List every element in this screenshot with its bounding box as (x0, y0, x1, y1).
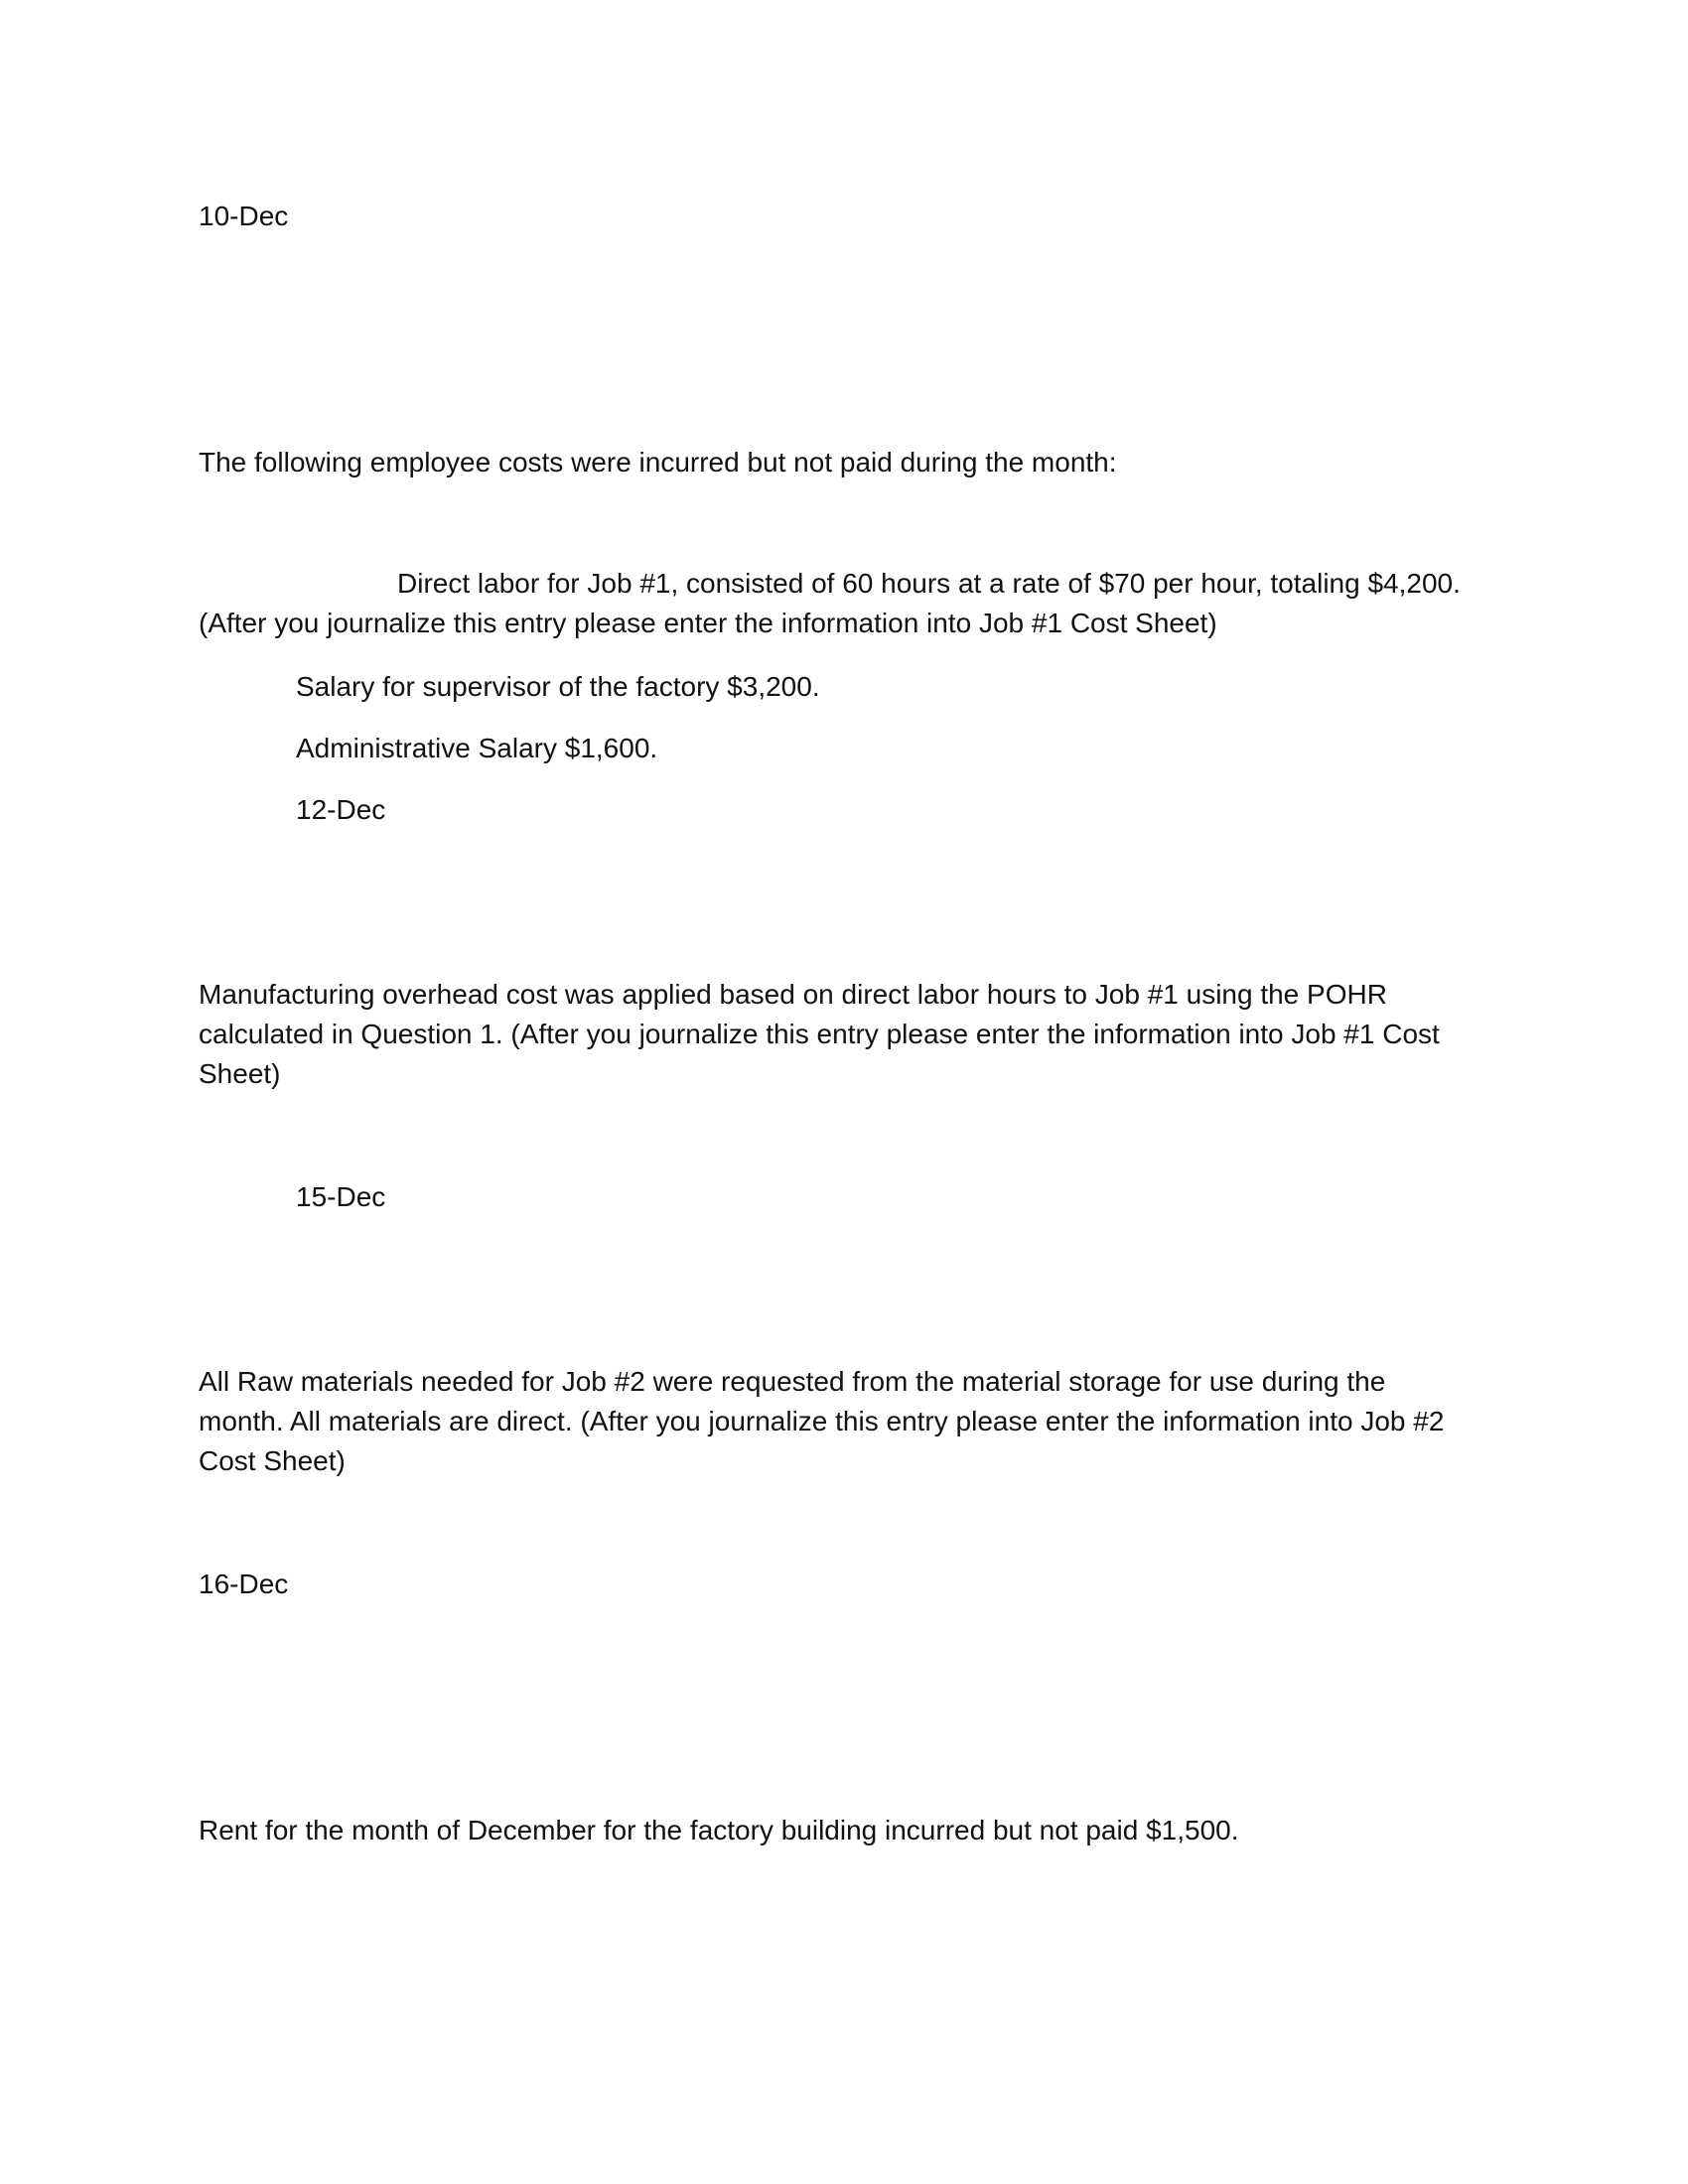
date-dec-16: 16-Dec (199, 1569, 289, 1599)
direct-labor-line-1: Direct labor for Job #1, consisted of 60 hours at a rate of $70 per hour, totaling $4,200. (397, 568, 1461, 599)
overhead-line-2: calculated in Question 1. (After you journalize this entry please enter the information into Job #1 Cost (199, 1019, 1440, 1049)
date-dec-10: 10-Dec (199, 201, 289, 231)
overhead-line-1: Manufacturing overhead cost was applied based on direct labor hours to Job #1 using the POHR (199, 979, 1387, 1010)
overhead-paragraph (199, 975, 1519, 1094)
raw-materials-line-3: Cost Sheet) (199, 1445, 346, 1476)
date-dec-12: 12-Dec (296, 794, 386, 825)
employee-costs-intro: The following employee costs were incurred but not paid during the month: (199, 447, 1117, 478)
direct-labor-line-2: (After you journalize this entry please enter the information into Job #1 Cost Sheet) (199, 608, 1217, 638)
raw-materials-line-1: All Raw materials needed for Job #2 were requested from the material storage for use during the (199, 1366, 1386, 1397)
raw-materials-line-2: month. All materials are direct. (After you journalize this entry please enter the information into Job #2 (199, 1406, 1445, 1436)
raw-materials-paragraph (199, 1362, 1519, 1481)
overhead-line-3: Sheet) (199, 1058, 281, 1089)
supervisor-salary: Salary for supervisor of the factory $3,200. (296, 671, 820, 702)
administrative-salary: Administrative Salary $1,600. (296, 733, 658, 763)
direct-labor-paragraph (199, 564, 1519, 643)
date-dec-15: 15-Dec (296, 1181, 386, 1212)
rent-statement: Rent for the month of December for the factory building incurred but not paid $1,500. (199, 1815, 1239, 1845)
